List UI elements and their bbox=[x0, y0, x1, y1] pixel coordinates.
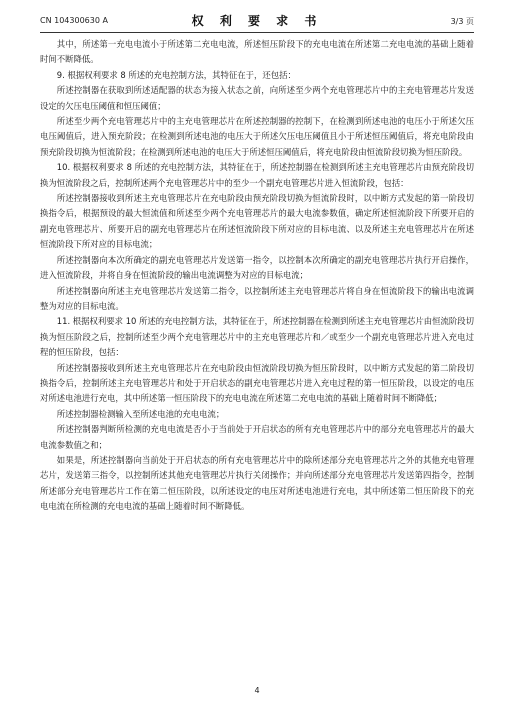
claim-paragraph: 所述控制器判断所检测的充电电流是否小于当前处于开启状态的所有充电管理芯片中的部分充电管理芯片的最大电流参数值之和； bbox=[40, 424, 474, 450]
page-number: 4 bbox=[254, 686, 260, 695]
claim-paragraph: 所述控制器接收到所述主充电管理芯片在充电阶段由预充阶段切换为恒流阶段时，以中断方式发起的第一阶段切换指令后，根据预设的最大恒流值和所述至少两个充电管理芯片的最大电流参数值，确定所述恒流阶段下所要开启的副充电管理芯片、所要开启的副充电管理芯片在所述恒流阶段下所对应的目标电流、以及所述主充电管理芯片在所述恒流阶段下所对应的目标电流； bbox=[40, 193, 474, 250]
claim-paragraph: 11. 根据权利要求 10 所述的充电控制方法，其特征在于，所述控制器在检测到所述主充电管理芯片由恒流阶段切换为恒压阶段之后，控制所述至少两个充电管理芯片中的主充电管理芯片和／或至少一个副充电管理芯片进入充电过程的恒压阶段，包括： bbox=[40, 316, 475, 358]
claims-body bbox=[40, 37, 474, 515]
claim-paragraph: 所述控制器在获取到所述适配器的状态为接入状态之前，向所述至少两个充电管理芯片中的主充电管理芯片发送设定的欠压电压阈值和恒压阈值； bbox=[40, 85, 474, 111]
document-title: 权 利 要 求 书 bbox=[191, 14, 323, 28]
claim-paragraph: 所述控制器向本次所确定的副充电管理芯片发送第一指令，以控制本次所确定的副充电管理芯片执行开启操作，进入恒流阶段，并将自身在恒流阶段的输出电流调整为对应的目标电流； bbox=[40, 254, 474, 281]
claim-paragraph: 10. 根据权利要求 8 所述的充电控制方法，其特征在于，所述控制器在检测到所述主充电管理芯片由预充阶段切换为恒流阶段之后，控制所述两个充电管理芯片中的至少一个副充电管理芯片进入恒流阶段，包括： bbox=[40, 162, 474, 188]
page-header bbox=[40, 12, 474, 32]
claim-paragraph: 如果是，所述控制器向当前处于开启状态的所有充电管理芯片中的除所述部分充电管理芯片之外的其他充电管理芯片，发送第三指令，以控制所述其他充电管理芯片执行关闭操作；并向所述部分充电管理芯片发送第四指令，控制所述部分充电管理芯片工作在第二恒压阶段，以所述设定的电压对所述电池进行充电，其中所述第二恒压阶段下的充电电流在所检测的充电电流的基础上随着时间不断降低。 bbox=[40, 454, 474, 512]
claim-paragraph: 所述控制器接收到所述主充电管理芯片在充电阶段由恒流阶段切换为恒压阶段时，以中断方式发起的第二阶段切换指令后，控制所述主充电管理芯片和处于开启状态的副充电管理芯片进入充电过程的第一恒压阶段，以设定的电压对所述电池进行充电，其中所述第一恒压阶段下的充电电流在所述第二充电电流的基础上随着时间不断降低； bbox=[40, 362, 474, 404]
claim-paragraph: 所述至少两个充电管理芯片中的主充电管理芯片在所述控制器的控制下，在检测到所述电池的电压小于所述欠压电压阈值后，进入预充阶段；在检测到所述电池的电压大于所述欠压电压阈值且小于所述恒压阈值后，将充电阶段由预充阶段切换为恒流阶段；在检测到所述电池的电压大于所述恒压阈值后，将充电阶段由恒流阶段切换为恒压阶段。 bbox=[40, 116, 474, 157]
claim-paragraph: 所述控制器向所述主充电管理芯片发送第二指令，以控制所述主充电管理芯片将自身在恒流阶段下的输出电流调整为对应的目标电流。 bbox=[40, 285, 474, 311]
publication-number: CN 104300630 A bbox=[40, 16, 108, 25]
header-divider bbox=[40, 32, 474, 33]
claim-paragraph: 所述控制器检测输入至所述电池的充电电流； bbox=[56, 408, 225, 419]
claim-paragraph: 9. 根据权利要求 8 所述的充电控制方法，其特征在于，还包括： bbox=[56, 69, 296, 80]
page-indicator: 3/3 页 bbox=[450, 17, 474, 26]
claim-paragraph: 其中，所述第一充电电流小于所述第二充电电流，所述恒压阶段下的充电电流在所述第二充电电流的基础上随着时间不断降低。 bbox=[40, 39, 474, 65]
